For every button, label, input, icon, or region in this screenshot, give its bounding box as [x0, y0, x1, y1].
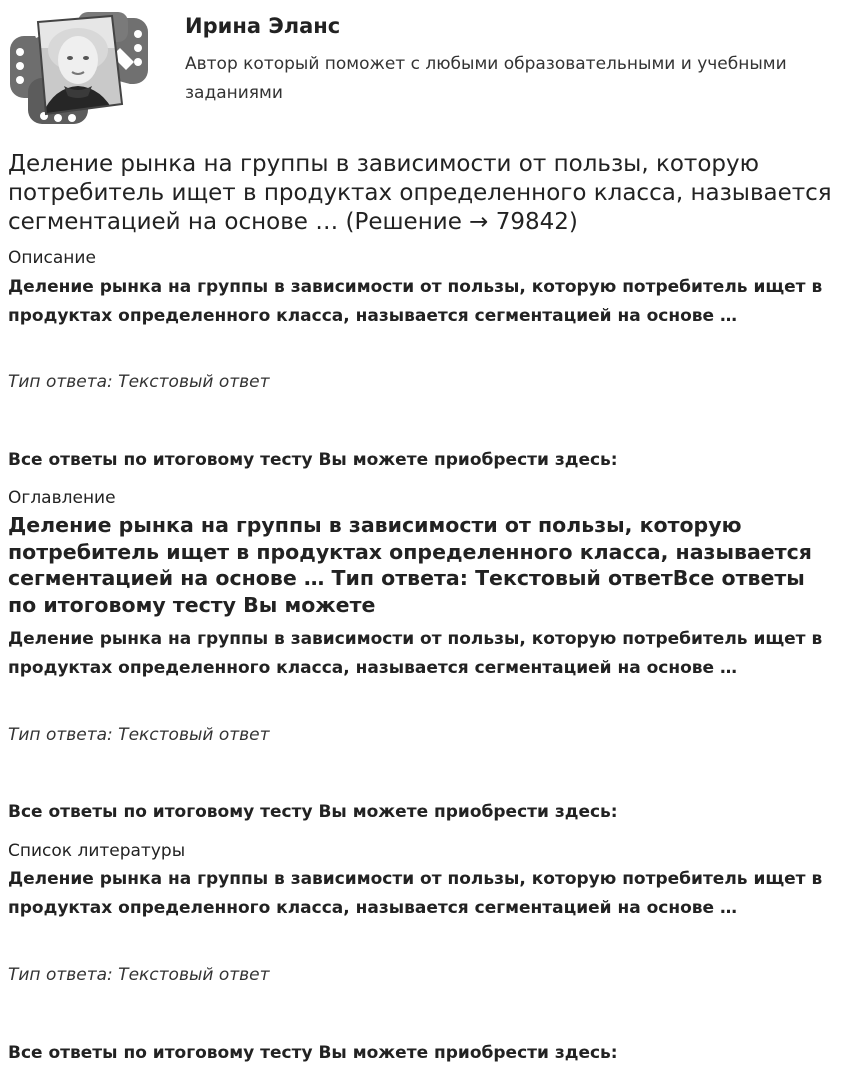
description-purchase-note: Все ответы по итоговому тесту Вы можете приобрести здесь:: [8, 450, 618, 470]
references-answer-type: Тип ответа: Текстовый ответ: [8, 965, 270, 985]
references-label: Список литературы: [8, 841, 186, 861]
toc-purchase-note: Все ответы по итоговому тесту Вы можете приобрести здесь:: [8, 802, 618, 822]
toc-heading: Деление рынка на группы в зависимости от пользы, которую потребитель ищет в продуктах определенного класса, называется сегментацией на основе … Тип ответа: Текстовый ответВсе ответы по итоговому тесту Вы можете: [8, 513, 812, 617]
description-answer-type: Тип ответа: Текстовый ответ: [8, 372, 270, 392]
toc-body: Деление рынка на группы в зависимости от пользы, которую потребитель ищет в продуктах определенного класса, называется сегментацией на основе …: [8, 629, 823, 678]
description-body: Деление рынка на группы в зависимости от пользы, которую потребитель ищет в продуктах определенного класса, называется сегментацией на основе …: [8, 277, 823, 326]
toc-answer-type: Тип ответа: Текстовый ответ: [8, 725, 270, 745]
references-body: Деление рынка на группы в зависимости от пользы, которую потребитель ищет в продуктах определенного класса, называется сегментацией на основе …: [8, 869, 823, 918]
author-header: [0, 0, 847, 130]
description-label: Описание: [8, 248, 96, 268]
references-purchase-note: Все ответы по итоговому тесту Вы можете приобрести здесь:: [8, 1043, 618, 1063]
page-title: Деление рынка на группы в зависимости от пользы, которую потребитель ищет в продуктах определенного класса, называется сегментацией на основе … (Решение → 79842): [8, 151, 832, 235]
toc-label: Оглавление: [8, 488, 116, 508]
author-name[interactable]: Ирина Эланс: [185, 14, 341, 38]
author-avatar[interactable]: [8, 8, 150, 128]
author-description: Автор который поможет с любыми образовательными и учебными заданиями: [185, 54, 787, 103]
